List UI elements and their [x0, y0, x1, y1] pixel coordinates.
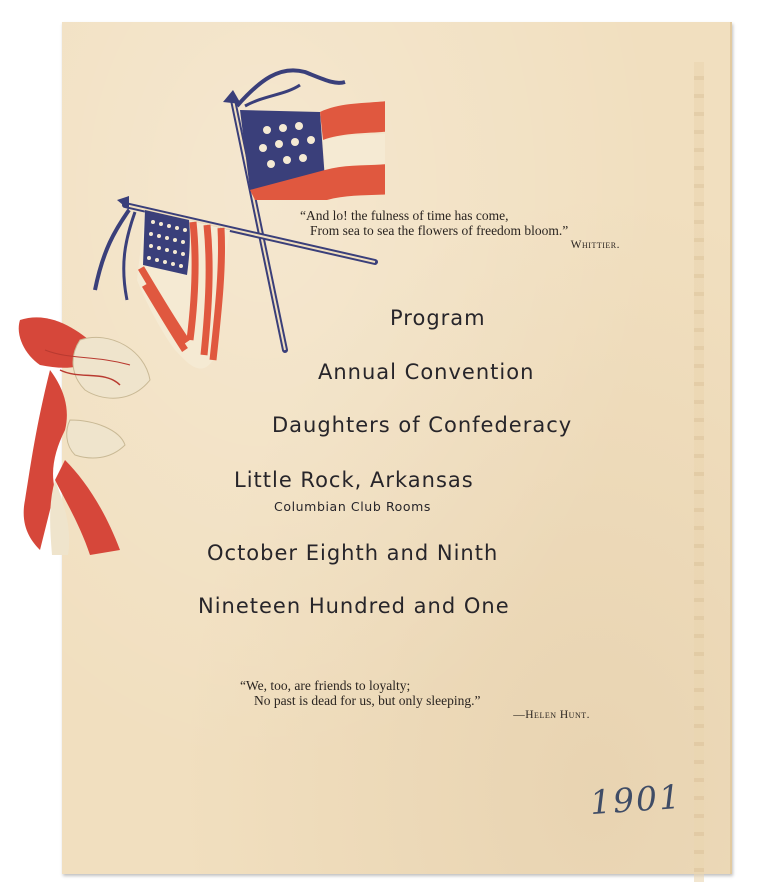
bottom-quote-attribution: —Helen Hunt. — [513, 709, 590, 721]
red-white-ribbon-icon — [10, 310, 160, 560]
top-quote-line-1: “And lo! the fulness of time has come, — [300, 208, 509, 223]
location-heading: Little Rock, Arkansas — [234, 468, 474, 492]
top-quote-attribution: Whittier. — [570, 239, 620, 251]
bottom-quote-line-1: “We, too, are friends to loyalty; — [240, 678, 411, 693]
dates-heading: October Eighth and Ninth — [207, 541, 499, 565]
top-quote — [300, 208, 620, 253]
organization-heading: Daughters of Confederacy — [272, 413, 573, 437]
venue-subheading: Columbian Club Rooms — [274, 499, 432, 514]
handwritten-year-note: 1901 — [588, 776, 684, 823]
program-heading: Program — [390, 306, 486, 330]
page-edge-wear — [694, 62, 704, 882]
bottom-quote-line-2: No past is dead for us, but only sleeping.” — [254, 693, 481, 708]
year-heading: Nineteen Hundred and One — [198, 594, 510, 618]
annual-convention-heading: Annual Convention — [318, 360, 535, 384]
bottom-quote — [240, 678, 590, 723]
top-quote-line-2: From sea to sea the flowers of freedom bloom.” — [310, 223, 569, 238]
